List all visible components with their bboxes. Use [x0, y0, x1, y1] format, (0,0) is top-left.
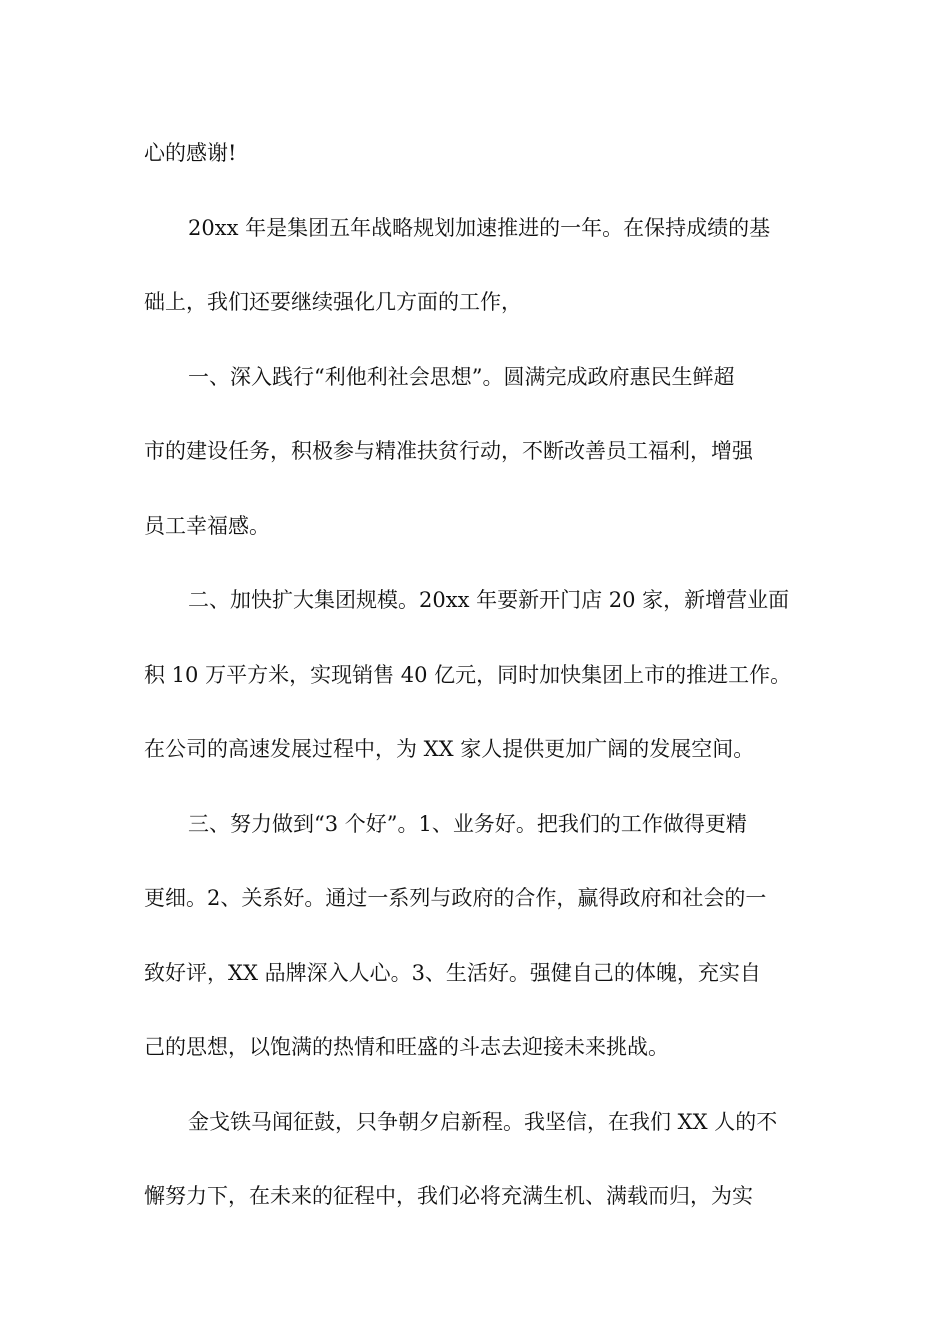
text-line: 致好评，XX 品牌深入人心。3、生活好。强健自己的体魄，充实自: [144, 960, 761, 985]
text-line: 积 10 万平方米，实现销售 40 亿元，同时加快集团上市的推进工作。: [144, 662, 792, 687]
text-line: 市的建设任务，积极参与精准扶贫行动，不断改善员工福利，增强: [144, 439, 753, 463]
text-line: 懈努力下，在未来的征程中，我们必将充满生机、满载而归，为实: [144, 1184, 753, 1208]
paragraph-start-line: 金戈铁马闻征鼓，只争朝夕启新程。我坚信，在我们 XX 人的不: [188, 1109, 778, 1134]
text-line: 心的感谢!: [144, 141, 237, 165]
paragraph-start-line: 20xx 年是集团五年战略规划加速推进的一年。在保持成绩的基: [188, 215, 771, 240]
paragraph-start-line: 二、加快扩大集团规模。20xx 年要新开门店 20 家，新增营业面: [188, 588, 790, 612]
text-line: 员工幸福感。: [144, 513, 270, 538]
document-body: [144, 128, 814, 1246]
paragraph-start-line: 三、努力做到“3 个好”。1、业务好。把我们的工作做得更精: [188, 811, 747, 836]
text-line: 更细。2、关系好。通过一系列与政府的合作，赢得政府和社会的一: [144, 886, 767, 910]
text-line: 己的思想，以饱满的热情和旺盛的斗志去迎接未来挑战。: [144, 1035, 669, 1059]
paragraph-start-line: 一、深入践行“利他利社会思想”。圆满完成政府惠民生鲜超: [188, 364, 735, 389]
text-line: 在公司的高速发展过程中，为 XX 家人提供更加广阔的发展空间。: [144, 737, 755, 761]
text-line: 础上，我们还要继续强化几方面的工作，: [144, 290, 522, 314]
